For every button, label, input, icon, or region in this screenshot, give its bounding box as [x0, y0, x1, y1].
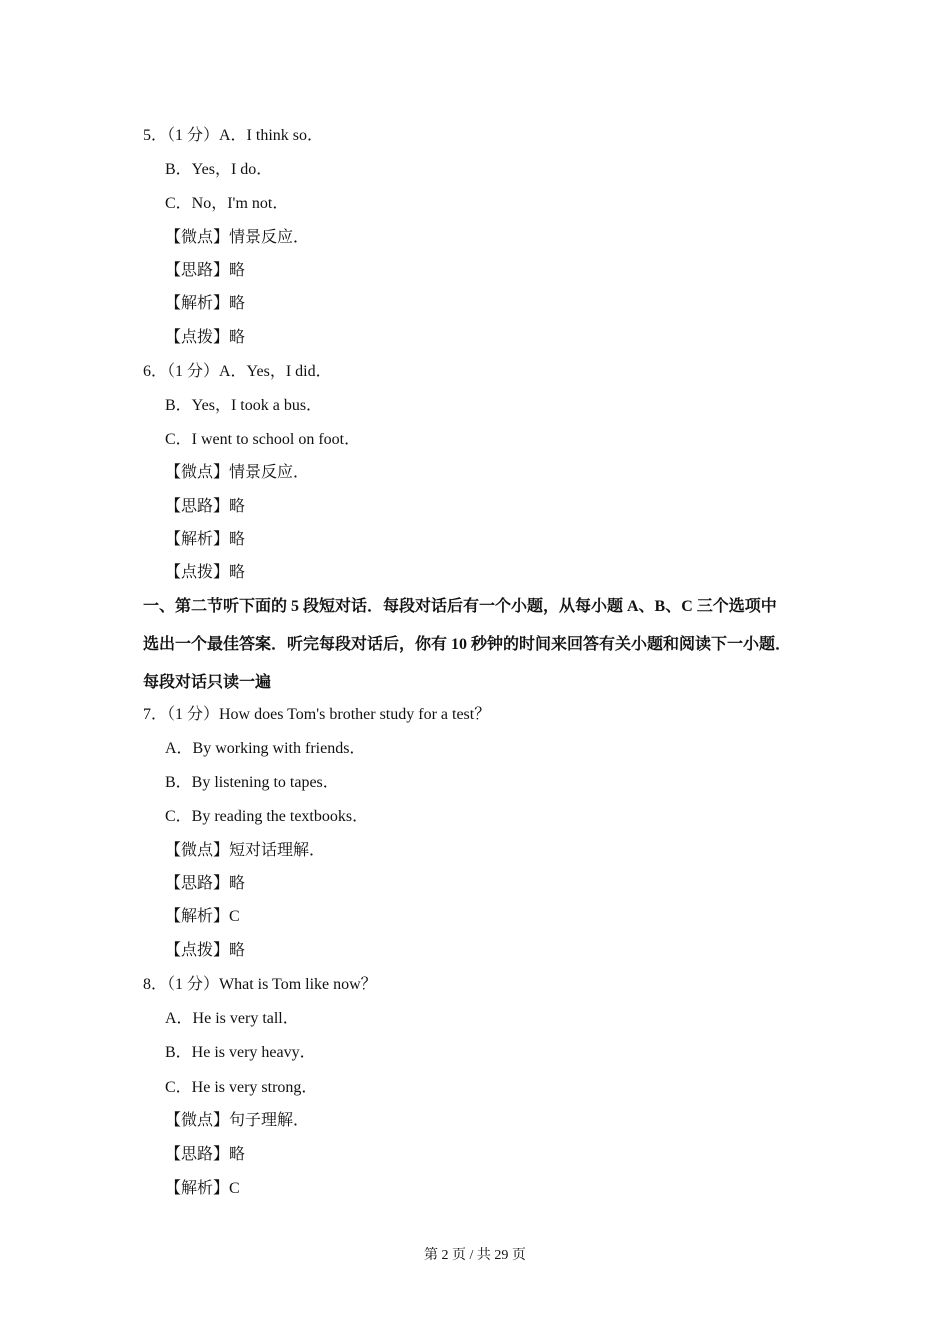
question-7-option-a: A．By working with friends．	[165, 740, 366, 757]
question-8-note-weidian: 【微点】句子理解．	[165, 1112, 310, 1129]
question-7-note-dianbo: 【点拨】略	[165, 942, 246, 959]
question-8-note-silu: 【思路】略	[165, 1146, 246, 1163]
question-7-note-silu: 【思路】略	[165, 875, 246, 892]
question-8-stem: 8．（1 分）What is Tom like now？	[143, 976, 377, 993]
question-7-note-jiexi: 【解析】C	[165, 908, 240, 925]
section-instruction-line-1: 一、第二节听下面的 5 段短对话．每段对话后有一个小题，从每小题 A、B、C 三个选项中	[143, 598, 777, 615]
question-5-note-jiexi: 【解析】略	[165, 295, 246, 312]
question-7-stem: 7．（1 分）How does Tom's brother study for a test？	[143, 706, 491, 723]
question-6-note-jiexi: 【解析】略	[165, 531, 246, 548]
question-5-option-c: C．No，I'm not．	[165, 195, 289, 212]
question-8-option-a: A．He is very tall．	[165, 1010, 299, 1027]
question-6-option-b: B．Yes，I took a bus．	[165, 397, 323, 414]
page-footer: 第 2 页 / 共 29 页	[424, 1248, 526, 1263]
question-7-option-c: C．By reading the textbooks．	[165, 808, 369, 825]
question-6-note-weidian: 【微点】情景反应．	[165, 464, 310, 481]
question-7-note-weidian: 【微点】短对话理解．	[165, 842, 326, 859]
question-7-option-b: B．By listening to tapes．	[165, 774, 339, 791]
question-6-note-silu: 【思路】略	[165, 498, 246, 515]
question-5-note-silu: 【思路】略	[165, 262, 246, 279]
section-instruction-line-2: 选出一个最佳答案．听完每段对话后，你有 10 秒钟的时间来回答有关小题和阅读下一小题．	[143, 636, 792, 653]
question-8-option-b: B．He is very heavy．	[165, 1044, 316, 1061]
question-5-option-b: B．Yes，I do．	[165, 161, 273, 178]
question-6-note-dianbo: 【点拨】略	[165, 564, 246, 581]
question-8-option-c: C．He is very strong．	[165, 1079, 318, 1096]
question-6-stem: 6．（1 分）A．Yes，I did．	[143, 363, 332, 380]
question-6-option-c: C．I went to school on foot．	[165, 431, 361, 448]
question-5-note-weidian: 【微点】情景反应．	[165, 229, 310, 246]
question-5-note-dianbo: 【点拨】略	[165, 329, 246, 346]
section-instruction-line-3: 每段对话只读一遍	[143, 674, 272, 691]
question-8-note-jiexi: 【解析】C	[165, 1180, 240, 1197]
question-5-stem: 5．（1 分）A．I think so．	[143, 127, 324, 144]
